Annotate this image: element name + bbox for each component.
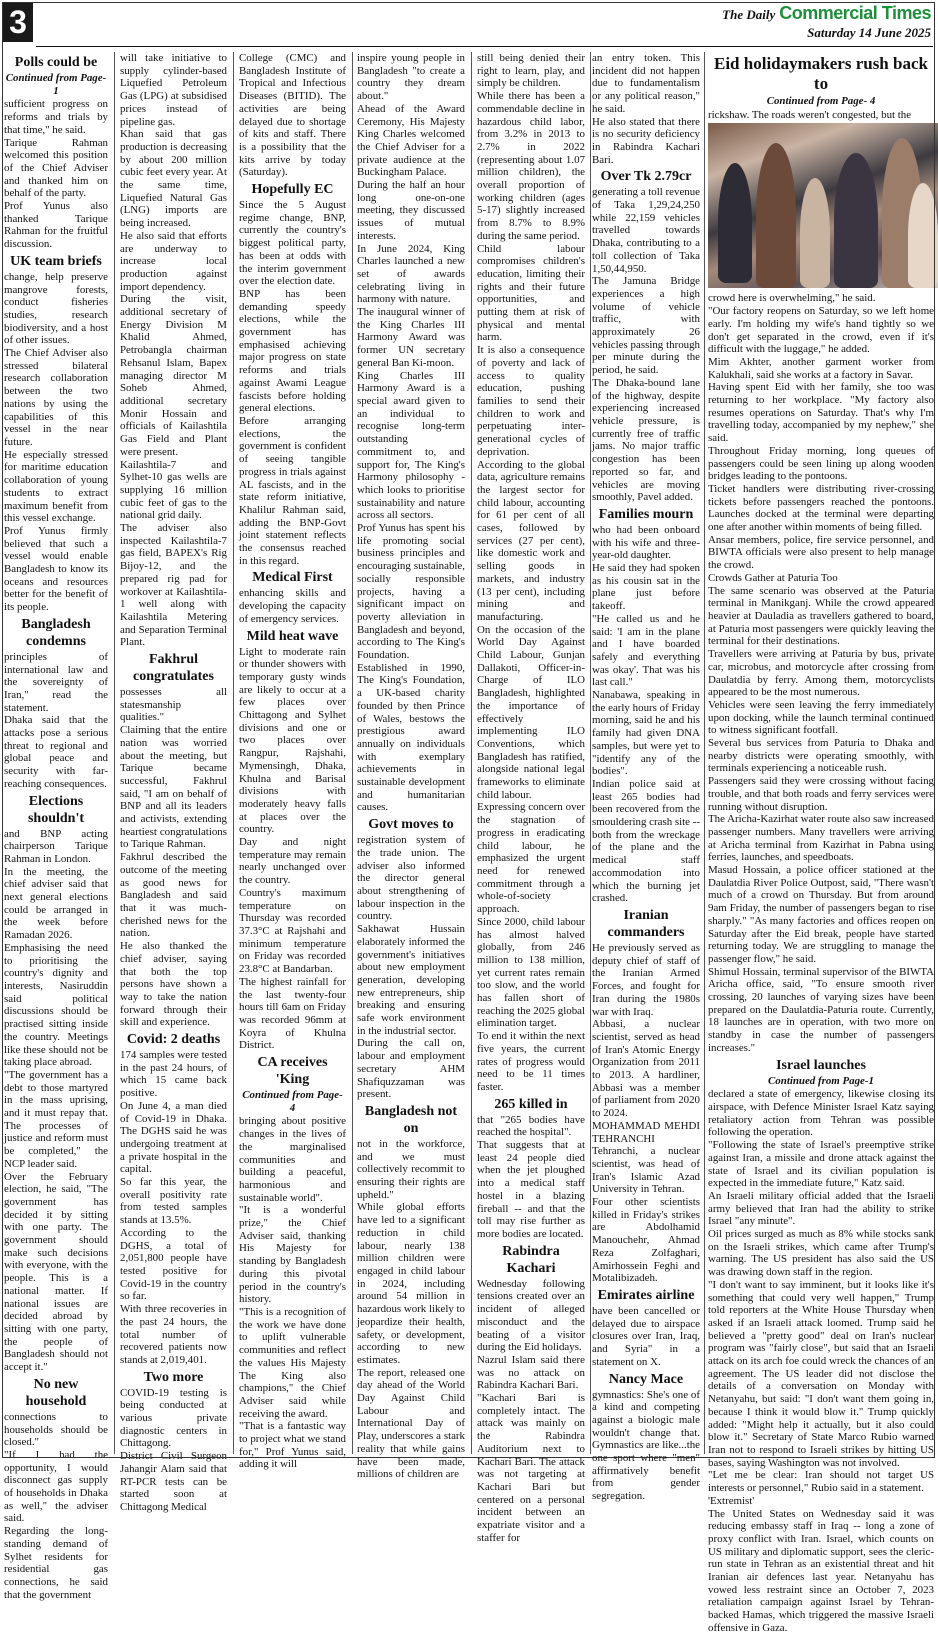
continued-note: Continued from Page- 4 [242, 1089, 343, 1114]
paragraph: 'Extremist' [708, 1494, 755, 1507]
paragraph: With three recoveries in the past 24 hours, the total number of recovered patients now stands at 2,019,401. [120, 1303, 227, 1366]
paragraph: Four other scientists killed in Friday's strikes are Abdolhamid Manouchehr, Ahmad Reza Zolfaghari, Amirhossein Feghi and Motalibizadeh. [592, 1196, 700, 1285]
paragraph: While global efforts have led to a significant reduction in child labour, nearly 138 million children were engaged in child labour in 2024, including around 54 million in hazardous work likely to jeopardize their health, safety, or development, according to new estimates. [357, 1201, 465, 1366]
paragraph: possesses all statesmanship qualities." [120, 686, 227, 724]
column-divider [233, 52, 234, 1454]
headline: Covid: 2 deaths [126, 1032, 221, 1048]
paragraph: On June 4, a man died of Covid-19 in Dhaka. The DGHS said he was undergoing treatment at a private hospital in the capital. [120, 1099, 227, 1176]
headline: Families mourn [598, 506, 694, 522]
paragraph: "It is a wonderful prize," the Chief Adviser said, thanking His Majesty for standing by Bangladesh during this pivotal period in the country's history. [239, 1204, 346, 1306]
paragraph: "He called us and he said: 'I am in the plane and I have boarded safely and everything was okay'. That was his last call." [592, 612, 700, 689]
paragraph: Ahead of the Award Ceremony, His Majesty King Charles welcomed the Chief Adviser for a private audience at the Buckingham Palace. [357, 102, 465, 179]
headline: Emirates airline [597, 1287, 695, 1303]
paragraph: Prof Yunus firmly believed that such a vessel would enable Bangladesh to know its oceans and resources better for the benefit of its people. [4, 524, 108, 614]
paragraph: COVID-19 testing is being conducted at various private diagnostic centers in Chittagong. [120, 1386, 227, 1450]
paragraph: "Let me be clear: Iran should not target US interests or personnel," Rubio said in a statement. [708, 1469, 934, 1495]
paragraph: Nanabawa, speaking in the early hours of Friday morning, said he and his family had given DNA samples, but were yet to "identify any of the bodies". [592, 689, 700, 778]
paragraph: The Aricha-Kazirhat water route also saw increased passenger numbers. Many travellers were arriving at Aricha terminal from Kazirhat in Pabna using ferries, launches, and speedboats. [708, 813, 934, 864]
paragraph: will take initiative to supply cylinder-based Liquefied Petroleum Gas (LPG) at subsidised prices instead of pipeline gas. [120, 52, 227, 128]
headline: Over Tk 2.79cr [600, 169, 692, 185]
paragraph: still being denied their right to learn, play, and simply be children. [477, 52, 585, 90]
column-6 [592, 52, 700, 1503]
paragraph: Vehicles were seen leaving the ferry immediately upon docking, while the launch terminal continued to witness significant footfall. [708, 698, 934, 737]
masthead [0, 0, 937, 46]
paragraph: that "265 bodies have reached the hospital". [477, 1113, 585, 1139]
paragraph: King Charles III Harmony Award is a special award given to an individual to recognise long-term outstanding commitment to, and support for, The King's Harmony philosophy - which looks to prioritise sustainability and nature across all sectors. [357, 369, 465, 522]
paragraph: have been cancelled or delayed due to airspace closures over Iran, Iraq, and Syria" in a statement on X. [592, 1304, 700, 1368]
eid-lead: rickshaw. The roads weren't congested, but the [708, 108, 912, 121]
paragraph: Regarding the long-standing demand of Sylhet residents for residential gas connections, he said that the government [4, 1525, 108, 1601]
headline: No new household [25, 1376, 87, 1409]
paragraph: bringing about positive changes in the lives of the marginalised communities and building a peaceful, harmonious and sustainable world". [239, 1115, 346, 1204]
headline: Govt moves to [368, 817, 454, 833]
paragraph: During the half an hour long one-on-one meeting, they discussed issues of mutual interests. [357, 179, 465, 242]
paragraph: "That is a fantastic way to project what we stand for," Prof Yunus said, adding it will [239, 1420, 346, 1471]
paragraph: "This is a recognition of the work we have done to uplift vulnerable communities and reflect the values His Majesty The King also champions," the Chief Adviser said while receiving the award. [239, 1305, 346, 1420]
paragraph: principles of international law and the sovereignty of Iran," read the statement. [4, 650, 108, 714]
paragraph: not in the workforce, and we must collectively recommit to ensuring their rights are upheld." [357, 1137, 465, 1201]
paper-name [722, 3, 931, 24]
paragraph: Abbasi, a nuclear scientist, served as head of Iran's Atomic Energy Organization from 2011 to 2013. A hardliner, Abbasi was a member of parliament from 2020 to 2024. [592, 1018, 700, 1120]
column-7 [708, 52, 934, 1634]
paragraph: Tarique Rahman welcomed this position of the Chief Adviser and thanked him on behalf of the party. [4, 136, 108, 200]
paragraph: Day and night temperature may remain nearly unchanged over the country. [239, 836, 346, 887]
paragraph: Nazrul Islam said there was no attack on Rabindra Kachari Bari. [477, 1353, 585, 1392]
paragraph: The Dhaka-bound lane of the highway, despite experiencing increased vehicle pressure, is currently free of traffic jams. No major traffic congestion has been reported so far, and vehicles are moving smoothly, Pavel added. [592, 376, 700, 504]
paragraph: declared a state of emergency, likewise closing its airspace, with Defence Minister Israel Katz saying retaliatory action from Tehran was possible following the operation. [708, 1088, 934, 1139]
paragraph: In June 2024, King Charles launched a new set of awards celebrating living in harmony with nature. [357, 242, 465, 306]
crowd-photo [708, 123, 938, 288]
column-2 [120, 52, 227, 1513]
paragraph: To end it within the next five years, the current rates of progress would need to be 11 times faster. [477, 1030, 585, 1093]
column-1 [4, 52, 108, 1601]
paper-title: Commercial Times [779, 3, 931, 23]
paragraph: Expressing concern over the stagnation of progress in eradicating child labour, he emphasized the urgent need for renewed commitment through a whole-of-society approach. [477, 801, 585, 916]
paragraph: "Our factory reopens on Saturday, so we left home early. I'm holding my wife's hand tightly so we don't get separated in the crowd, even if it's difficult with the luggage," he added. [708, 305, 934, 356]
paragraph: an entry token. This incident did not happen due to fundamentalism or any political reason," he said. [592, 52, 700, 115]
headline: UK team briefs [10, 253, 102, 269]
paragraph: College (CMC) and Bangladesh Institute of Tropical and Infectious Diseases (BITID). The activities are being delayed due to shortage of kits and staff. There is a possibility that the kits arrive by today (Saturday). [239, 52, 346, 179]
headline: Bangladesh condemns [21, 616, 91, 649]
paragraph: Over the February election, he said, "The government has decided it by sitting with one party. The government should make such decisions with everyone, with the people. This is a national matter. If national issues are decided abroad by sitting with one party, the people of Bangladesh should not accept it." [4, 1170, 108, 1374]
paragraph: He also thanked the chief adviser, saying that both the top persons have shown a way to take the nation forward through their skill and experience. [120, 940, 227, 1029]
column-divider [704, 52, 705, 1454]
column-divider [471, 52, 472, 1454]
headline: Bangladesh not on [364, 1103, 458, 1136]
headline: Rabindra Kachari [502, 1243, 560, 1276]
paragraph: Before arranging elections, the government is confident of seeing tangible progress in trials against AL fascists, and in the state reform initiative, Khalilur Rahman said, adding the BNP-Govt joint statement reflects the consensus reached in this regard. [239, 414, 346, 567]
paragraph: inspire young people in Bangladesh "to create a country they dream about." [357, 52, 465, 103]
paragraph: Fakhrul described the outcome of the meeting as good news for Bangladesh and said that it was much-cherished news for the nation. [120, 851, 227, 940]
paragraph: Kailashtila-7 and Sylhet-10 gas wells are supplying 16 million cubic feet of gas to the national grid daily. [120, 458, 227, 522]
paragraph: BNP has been demanding speedy elections, while the government has emphasised achieving major progress on state reforms and trials against Awami League fascists before holding general elections. [239, 287, 346, 415]
paragraph: Having spent Eid with her family, she too was returning to her workplace. "My factory also resumes operations on Saturday. That's why I'm travelling today, accompanied by my nephew," she said. [708, 381, 934, 445]
paragraph: change, help preserve mangrove forests, conduct fisheries studies, research biodiversity, and a host of other issues. [4, 270, 108, 347]
paragraph: Since 2000, child labour has almost halved globally, from 246 million to 138 million, yet current rates remain too slow, and the world has fallen short of reaching the 2025 global elimination target. [477, 915, 585, 1030]
issue-date: Saturday 14 June 2025 [807, 25, 931, 40]
paragraph: Khan said that gas production is decreasing by about 200 million cubic feet every year. At the same time, Liquefied Natural Gas (LNG) imports are being increased. [120, 128, 227, 230]
paragraph: who had been onboard with his wife and three-year-old daughter. [592, 523, 700, 562]
paragraph: gymnastics: She's one of a kind and competing against a biologic male wouldn't change that. Gymnastics are like...the one sport where "men" affirmatively benefit from gender segregation. [592, 1388, 700, 1503]
paragraph: Oil prices surged as much as 8% while stocks sank on the Israeli strikes, which came after Trump's warning. The US president has also said the US was drawing down staff in the region. [708, 1228, 934, 1279]
paragraph: In the meeting, the chief adviser said that next general elections could be arranged in the week before Ramadan 2026. [4, 865, 108, 942]
paragraph: According to the global data, agriculture remains the largest sector for child labour, accounting for 61 per cent of all cases, followed by services (27 per cent), like domestic work and selling goods in markets, and industry (13 per cent), including mining and manufacturing. [477, 458, 585, 623]
paragraph: Child labour compromises children's education, limiting their rights and their future opportunities, and putting them at risk of physical and mental harm. [477, 242, 585, 344]
paragraph: The Chief Adviser also stressed bilateral research collaboration between the two nations by using the capabilities of this vessel in the near future. [4, 347, 108, 448]
paragraph: Masud Hossain, a police officer stationed at the Daulatdia River Police Outpost, said, "There wasn't much of a crowd on Thursday. But from around 9am Friday, the number of passengers began to rise sharply." "As many factories and offices reopen on Saturday after the Eid break, people have started returning today. We are struggling to manage the passenger flow," he said. [708, 864, 934, 965]
headline: Fakhrul congratulates [133, 652, 214, 685]
headline: Two more [143, 1369, 204, 1385]
paragraph: crowd here is overwhelming," he said. [708, 292, 876, 305]
paragraph: "If I had the opportunity, I would disconnect gas supply of households in Dhaka as well," the adviser said. [4, 1448, 108, 1525]
paragraph: Crowds Gather at Paturia Too [708, 571, 838, 584]
paragraph: Ticket handlers were distributing river-crossing tickets before passengers reached the pontoons. Launches docked at the terminal were departing one after another within moments of being filled. [708, 482, 934, 534]
paragraph: enhancing skills and developing the capacity of emergency services. [239, 587, 346, 625]
paragraph: The same scenario was observed at the Paturia terminal in Manikganj. While the crowd appeared heavier at Dauladia as travellers gathered to board, at Paturia most passengers were quickly leaving the terminal for their destinations. [708, 584, 934, 648]
continued-note: Continued from Page-1 [5, 72, 107, 97]
paragraph: The United States on Wednesday said it was reducing embassy staff in Iraq -- long a zone of proxy conflict with Iran. Israel, which counts on US military and diplomatic support, sees the cleric-run state in Tehran as an existential threat and hit Iranian air defences last year. Netanyahu has vowed less restraint since an October 7, 2023 retaliation campaign against Israel by Tehran-backed Hamas, which triggered the massive Israeli offensive in Gaza. [708, 1507, 934, 1634]
paragraph: Tehranchi, a nuclear scientist, was head of Iran's Islamic Azad University in Tehran. [592, 1145, 700, 1196]
eid-continued: Continued from Page- 4 [766, 95, 876, 107]
paragraph: It is also a consequence of poverty and lack of access to quality education, pushing families to send their children to work and perpetuating inter-generational cycles of deprivation. [477, 344, 585, 458]
paragraph: So far this year, the overall positivity rate from tested samples stands at 13.5%. [120, 1176, 227, 1227]
headline: Mild heat wave [246, 628, 339, 644]
headline: Nancy Mace [608, 1371, 684, 1387]
paragraph: Established in 1990, The King's Foundation, a UK-based charity founded by then Prince of Wales, bestows the prestigious award annually on individuals with exemplary achievements in sustainable development and humanitarian causes. [357, 661, 465, 814]
paragraph: Claiming that the entire nation was worried about the meeting, but Tarique became successful, Fakhrul said, "I am on behalf of BNP and all its leaders and activists, extending heartiest congratulations to Tarique Rahman. [120, 724, 227, 851]
paragraph: The highest rainfall for the last twenty-four hours till 6am on Friday was recorded 96mm at Koyra of Khulna District. [239, 975, 346, 1052]
paragraph: He said they had spoken as his cousin sat in the plane just before takeoff. [592, 562, 700, 613]
headline: Hopefully EC [251, 182, 334, 198]
paragraph: Since the 5 August regime change, BNP, currently the country's biggest political party, has been at odds with the interim government over the election date. [239, 199, 346, 288]
paragraph: During the call on, labour and employment secretary AHM Shafiquzzaman was present. [357, 1037, 465, 1101]
paragraph: registration system of the trade union. The adviser also informed the director general about strengthening of labour inspection in the country. [357, 834, 465, 923]
paragraph: The Jamuna Bridge experiences a high volume of vehicle traffic, with approximately 26 vehicles passing through per minute during the period, he said. [592, 275, 700, 377]
paragraph: Emphasising the need to prioritising the country's dignity and interests, Nasiruddin said political discussions should be practised sitting inside the country. Meetings like these should not be taking place abroad. [4, 941, 108, 1069]
paragraph: Dhaka said that the attacks pose a serious threat to regional and global peace and security with far-reaching consequences. [4, 714, 108, 790]
paragraph: Passengers said they were crossing without facing trouble, and that both roads and ferry services were running without disruption. [708, 775, 934, 813]
page-number: 3 [3, 2, 33, 42]
column-3 [239, 52, 346, 1471]
headline: Israel launches [776, 1057, 866, 1073]
paragraph: Indian police said at least 265 bodies had been recovered from the smouldering crash site -- both from the wreckage of the plane and the medical staff accommodation into which the burning jet crashed. [592, 777, 700, 905]
paragraph: Wednesday following tensions created over an incident of alleged misconduct and the beating of a visitor during the Eid holidays. [477, 1277, 585, 1354]
paragraph: "I don't want to say imminent, but it looks like it's something that could very well happen," Trump told reporters at the White House Thursday when asked if an Israeli attack loomed. Trump said he believed a "pretty good" deal on Iran's nuclear program was "fairly close", but said that an Israeli attack on its arch foe could wreck the chances of an agreement. The US leader did not disclose the details of a conversation on Monday with Netanyahu, but said: "I don't want them going in, because I think it would blow it." Trump quickly added: "Might help it actually, but it also could blow it." Secretary of State Marco Rubio warned Iran not to respond to Israeli strikes by hitting US bases, saying Washington was not involved. [708, 1278, 934, 1469]
masthead-rule [36, 46, 933, 47]
paragraph: 174 samples were tested in the past 24 hours, of which 15 came back positive. [120, 1049, 227, 1100]
headline: Elections shouldn't [27, 793, 85, 826]
headline: 265 killed in [494, 1096, 568, 1112]
headline: Medical First [252, 570, 333, 586]
headline: CA receives 'King [257, 1055, 328, 1088]
paragraph: connections to households should be closed." [4, 1410, 108, 1449]
paragraph: MOHAMMAD MEHDI TEHRANCHI [592, 1119, 700, 1145]
paragraph: Prof Yunus has spent his life promoting social business principles and encouraging sustainable, socially responsible projects, having a significant impact on poverty alleviation in Bangladesh and beyond, according to The King's Foundation. [357, 522, 465, 662]
column-4 [357, 52, 465, 1481]
column-divider [352, 52, 353, 1454]
paper-prefix: The Daily [722, 7, 776, 22]
paragraph: Throughout Friday morning, long queues of passengers could be seen lining up along wooden bridges leading to the pontoons. [708, 444, 934, 483]
headline: Iranian commanders [607, 908, 685, 940]
continued-note: Continued from Page-1 [768, 1074, 874, 1087]
paragraph: The inaugural winner of the King Charles III Harmony Award was former UN secretary general Ban Ki-moon. [357, 306, 465, 369]
paragraph: sufficient progress on reforms and trials by that time," he said. [4, 98, 108, 136]
paragraph: "Kachari Bari is completely intact. The attack was mainly on the Rabindra Auditorium next to Kachari Bari. The attack was not targeting at Kachari Bari but centered on a personal incident between an expatriate visitor and a staffer for [477, 1392, 585, 1544]
paragraph: An Israeli military official added that the Israeli army believed that Iran had the ability to strike Israel "any minute". [708, 1189, 934, 1228]
paragraph: The adviser also inspected Kailashtila-7 gas field, BAPEX's Rig Bijoy-12, and the prepared rig pad for workover at Kailashtila-1 well along with Kailashtila Metering and Separation Terminal Plant. [120, 522, 227, 649]
paragraph: District Civil Surgeon Jahangir Alam said that RT-PCR tests can be started soon at Chittagong Medical [120, 1450, 227, 1513]
paragraph: That suggests that at least 24 people died when the jet ploughed into a medical staff hostel in a blazing fireball -- and that the toll may rise further as more bodies are located. [477, 1139, 585, 1240]
paragraph: Ansar members, police, fire service personnel, and BIWTA officials were also present to help manage the crowd. [708, 533, 934, 572]
paragraph: During the visit, additional secretary of Energy Division M Khalid Ahmed, Petrobangla chairman Rehsanul Islam, Bapex managing director M Soheb Ahmed, additional secretary Monir Hossain and officials of Kailashtila Gas Field and Plant were present. [120, 293, 227, 458]
paragraph: Country's maximum temperature on Thursday was recorded 37.3°C at Rajshahi and minimum temperature on Friday was recorded 23.8°C at Bandarban. [239, 886, 346, 976]
paragraph: generating a toll revenue of Taka 1,29,24,250 while 22,159 vehicles travelled towards Dhaka, contributing to a toll collection of Taka 1,50,44,950. [592, 186, 700, 275]
paragraph: and BNP acting chairperson Tarique Rahman in London. [4, 827, 108, 865]
paragraph: "The government has a debt to those martyred in the mass uprising, and it must repay that. The processes of justice and reform must be completed," the NCP leader said. [4, 1068, 108, 1170]
paragraph: He previously served as deputy chief of staff of the Iranian Armed Forces, and fought for Iran during the 1980s war with Iraq. [592, 942, 700, 1018]
paragraph: Prof Yunus also thanked Tarique Rahman for the fruitful discussion. [4, 200, 108, 251]
paragraph: Several bus services from Paturia to Dhaka and nearby districts were operating smoothly, with terminals experiencing a noticeable rush. [708, 737, 934, 775]
column-5 [477, 52, 585, 1544]
eid-continued-body [708, 292, 934, 1634]
paragraph: He also said that efforts are underway to increase local production against import dependency. [120, 229, 227, 293]
headline: Polls could be [14, 55, 98, 70]
paragraph: According to the DGHS, a total of 2,051,800 people have tested positive for Covid-19 in the country so far. [120, 1226, 227, 1303]
column-divider [590, 52, 591, 1454]
paragraph: Travellers were arriving at Paturia by bus, private car, microbus, and motorcycle after crossing from Daulatdia by ferry. Among them, motorcyclists appeared to be the most numerous. [708, 648, 934, 699]
column-divider [114, 52, 115, 1454]
paragraph: Sakhawat Hussain elaborately informed the government's initiatives about new employment generation, developing new entrepreneurs, ship breaking and ensuring safe work environment in the industrial sector. [357, 923, 465, 1037]
paragraph: Mim Akhter, another garment worker from Kalukhali, said she works at a factory in Savar. [708, 355, 934, 381]
paragraph: "Following the state of Israel's preemptive strike against Iran, a missile and drone attack against the state of Israel and its civilian population is expected in the immediate future," Katz said. [708, 1139, 934, 1190]
paragraph: He especially stressed for maritime education collaboration of young students to extract maximum benefit from this vessel exchange. [4, 448, 108, 525]
eid-headline: Eid holidaymakers rush back to [714, 54, 928, 93]
paragraph: On the occasion of the World Day Against Child Labour, Gunjan Dallakoti, Officer-in-Charge of ILO Bangladesh, highlighted the importance of effectively implementing ILO Conventions, which Bangladesh has ratified, alongside national legal frameworks to eliminate child labour. [477, 623, 585, 801]
paragraph: Shimul Hossain, terminal supervisor of the BIWTA Aricha office, said, "To ensure smooth river crossing, 20 launches of varying sizes have been prepared on the Daulatdia-Paturia route. Currently, 18 launches are in operation, with two more on standby in case the number of passengers increases." [708, 965, 934, 1054]
paragraph: He also stated that there is no security deficiency in Rabindra Kachari Bari. [592, 115, 700, 166]
paragraph: Light to moderate rain or thunder showers with temporary gusty winds are likely to occur at a few places over Chittagong and Sylhet divisions and one or two places over Rangpur, Rajshahi, Mymensingh, Dhaka, Khulna and Barisal divisions with moderately heavy falls at places over the country. [239, 645, 346, 836]
paragraph: While there has been a commendable decline in hazardous child labor, from 3.2% in 2013 to 2.7% in 2022 (representing about 1.07 million children), the overall proportion of working children (ages 5-17) slightly increased from 8.7% to 8.9% during the same period. [477, 90, 585, 242]
paragraph: The report, released one day ahead of the World Day Against Child Labour and International Day of Play, underscores a stark reality that while gains have been made, millions of children are [357, 1366, 465, 1481]
